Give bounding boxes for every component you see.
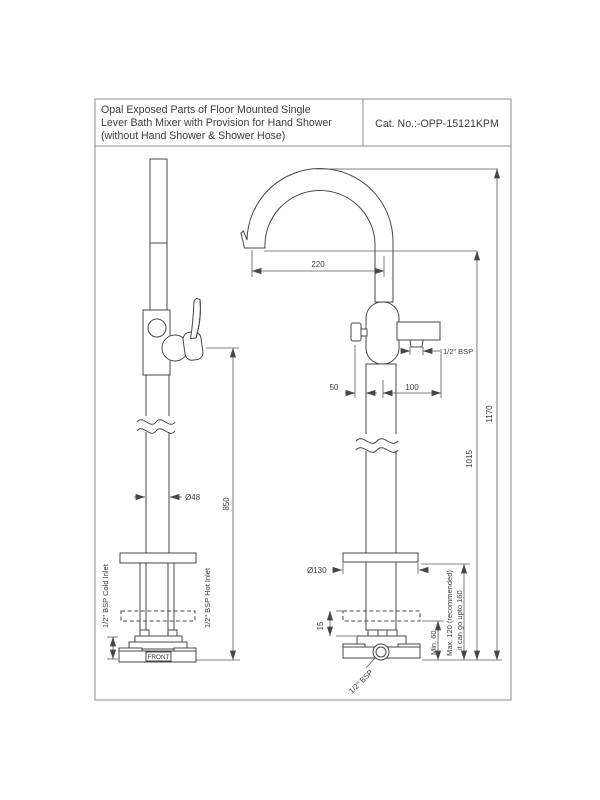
front-label: FRONT xyxy=(147,654,170,661)
side-spout-outlet-pipe xyxy=(397,322,440,340)
front-riser-pipe-top xyxy=(150,159,167,310)
cold-inlet-label: 1/2" BSP Cold Inlet xyxy=(101,564,110,628)
side-mixer-body xyxy=(366,302,399,364)
front-handle-lever xyxy=(191,299,201,339)
title-block xyxy=(101,104,499,142)
floor-inlet-label: 1/2" BSP xyxy=(347,667,375,696)
front-view-drawing xyxy=(119,159,204,662)
catalog-number: Cat. No.:-OPP-15121KPM xyxy=(375,118,499,130)
drawing-title-line1: Opal Exposed Parts of Floor Mounted Single xyxy=(101,104,311,116)
dim-flange-130-label: Ø130 xyxy=(307,566,327,575)
front-flange xyxy=(120,553,196,563)
dim-1015-label: 1015 xyxy=(465,450,474,468)
front-diverter-knob xyxy=(148,319,166,337)
side-gooseneck-spout xyxy=(241,169,393,302)
front-cold-inlet-pipe xyxy=(140,563,146,630)
side-flange xyxy=(343,553,418,562)
dim-850-label: 850 xyxy=(222,497,231,511)
side-diverter-knob xyxy=(351,323,361,341)
side-view-drawing xyxy=(241,169,498,660)
dim-diameter-48-label: Ø48 xyxy=(185,493,201,502)
side-knob-stem xyxy=(361,329,367,336)
dim-15-label: 15 xyxy=(316,621,325,631)
dim-100-label: 100 xyxy=(405,383,419,392)
dim-1170-label: 1170 xyxy=(485,405,494,423)
dim-max-note-label: it can go upto 160 xyxy=(455,590,464,650)
drawing-title-line3: (without Hand Shower & Shower Hose) xyxy=(101,130,286,142)
dim-max-120-label: Max. 120 (recommended) xyxy=(445,570,454,656)
hot-inlet-label: 1/2" BSP Hot Inlet xyxy=(203,567,212,628)
dim-50-label: 50 xyxy=(329,383,339,392)
side-lower-pipe xyxy=(366,364,396,553)
outlet-thread-label: 1/2" BSP xyxy=(443,347,474,356)
dim-220-label: 220 xyxy=(311,260,325,269)
front-lower-pipe xyxy=(146,375,169,553)
side-view-dimensions xyxy=(307,169,502,695)
side-outlet-fitting xyxy=(410,340,423,347)
front-hot-inlet-pipe xyxy=(168,563,174,630)
dim-min-60-label: Min. 60 xyxy=(429,630,438,655)
front-floor-line xyxy=(121,611,195,621)
drawing-title-line2: Lever Bath Mixer with Provision for Hand Shower xyxy=(101,117,332,129)
